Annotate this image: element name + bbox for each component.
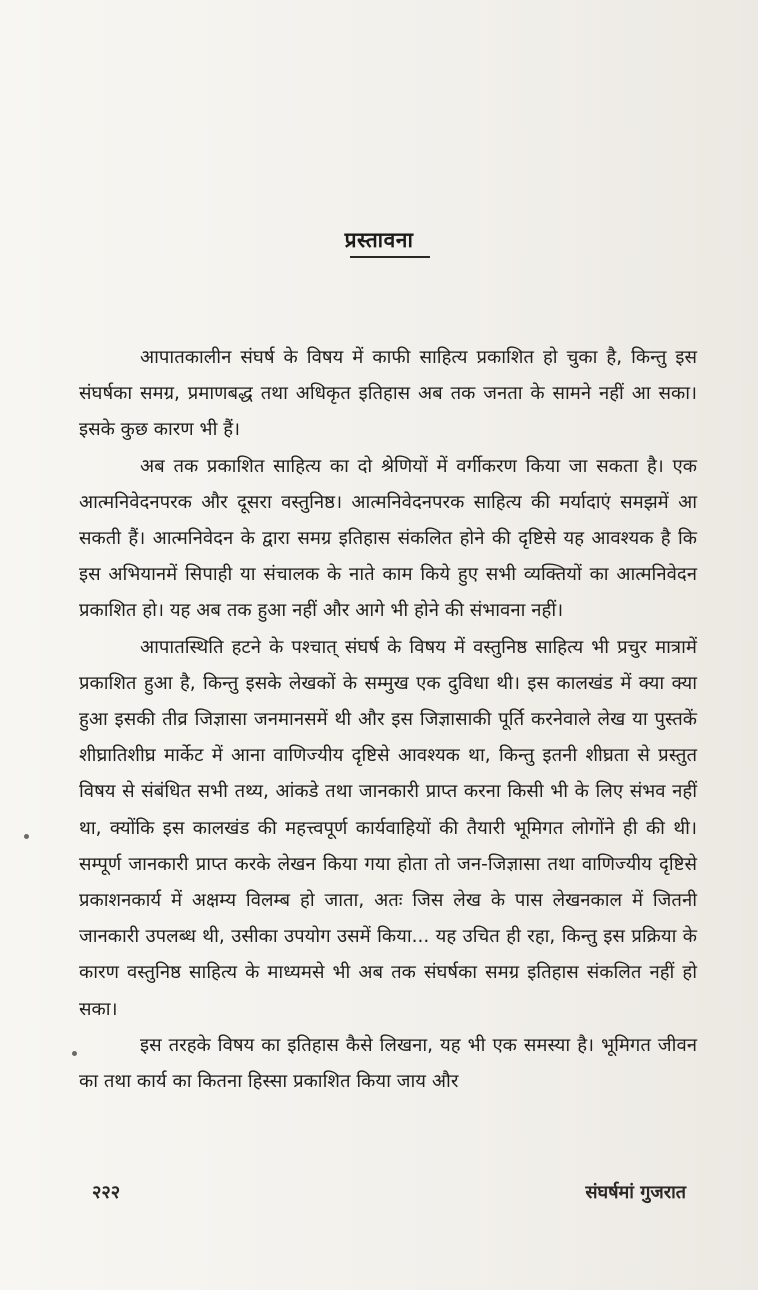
body-text: [79, 340, 697, 1100]
paragraph-4: इस तरहके विषय का इतिहास कैसे लिखना, यह भी एक समस्या है। भूमिगत जीवन का तथा कार्य का कितना हिस्सा प्रकाशित किया जाय और: [79, 1034, 697, 1093]
reverse-side-bleed-through: [100, 85, 700, 295]
ink-speck: [72, 1051, 77, 1056]
paragraph-1: आपातकालीन संघर्ष के विषय में काफी साहित्य प्रकाशित हो चुका है, किन्तु इस संघर्षका समग्र, प्रमाणबद्ध तथा अधिकृत इतिहास अब तक जनता के सामने नहीं आ सका। इसके कुछ कारण भी हैं।: [79, 347, 697, 441]
page-number: २२२: [92, 1182, 121, 1203]
page-title: प्रस्तावना: [344, 228, 414, 252]
paragraph-3: आपातस्थिति हटने के पश्चात् संघर्ष के विषय में वस्तुनिष्ठ साहित्य भी प्रचुर मात्रामें प्रकाशित हुआ है, किन्तु इसके लेखकों के सम्मुख एक दुविधा थी। इस कालखंड में क्या क्या हुआ इसकी तीव्र जिज्ञासा जनमानसमें थी और इस जिज्ञासाकी पूर्ति करनेवाले लेख या पुस्तकें शीघ्रातिशीघ्र मार्केट में आना वाणिज्यीय दृष्टिसे आवश्यक था, किन्तु इतनी शीघ्रता से प्रस्तुत विषय से संबंधित सभी तथ्य, आंकडे तथा जानकारी प्राप्त करना किसी भी के लिए संभव नहीं था, क्योंकि इस कालखंड की महत्त्वपूर्ण कार्यवाहियों की तैयारी भूमिगत लोगोंने ही की थी। सम्पूर्ण जानकारी प्राप्त करके लेखन किया गया होता तो जन-जिज्ञासा तथा वाणिज्यीय दृष्टिसे प्रकाशनकार्य में अक्षम्य विलम्ब हो जाता, अतः जिस लेख के पास लेखनकाल में जितनी जानकारी उपलब्ध थी, उसीका उपयोग उसमें किया... यह उचित ही रहा, किन्तु इस प्रक्रिया के कारण वस्तुनिष्ठ साहित्य के माध्यमसे भी अब तक संघर्षका समग्र इतिहास संकलित नहीं हो सका।: [79, 636, 697, 1020]
title-underline: [350, 256, 430, 258]
ink-speck: [24, 834, 29, 839]
running-footer: संघर्षमां गुजरात: [585, 1182, 686, 1203]
paragraph-2: अब तक प्रकाशित साहित्य का दो श्रेणियों में वर्गीकरण किया जा सकता है। एक आत्मनिवेदनपरक और दूसरा वस्तुनिष्ठ। आत्मनिवेदनपरक साहित्य की मर्यादाएं समझमें आ सकती हैं। आत्मनिवेदन के द्वारा समग्र इतिहास संकलित होने की दृष्टिसे यह आवश्यक है कि इस अभियानमें सिपाही या संचालक के नाते काम किये हुए सभी व्यक्तियों का आत्मनिवेदन प्रकाशित हो। यह अब तक हुआ नहीं और आगे भी होने की संभावना नहीं।: [79, 455, 697, 622]
